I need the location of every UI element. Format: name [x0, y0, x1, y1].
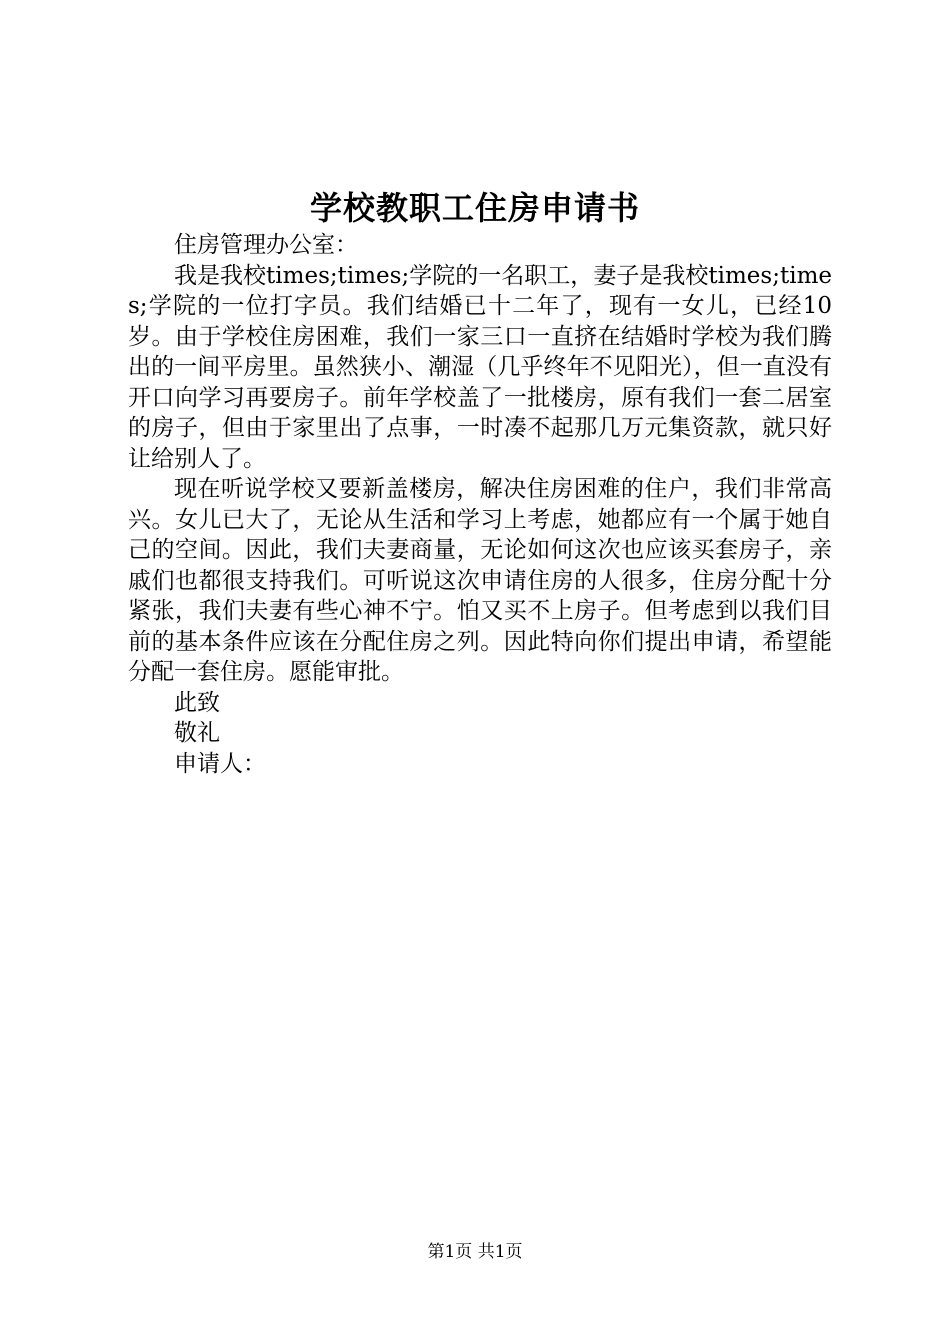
paragraph-2: 现在听说学校又要新盖楼房，解决住房困难的住户，我们非常高兴。女儿已大了，无论从生活和学习上考虑，她都应有一个属于她自己的空间。因此，我们夫妻商量，无论如何这次也应该买套房子，亲戚们也都很支持我们。可听说这次申请住房的人很多，住房分配十分紧张，我们夫妻有些心神不宁。怕又买不上房子。但考虑到以我们目前的基本条件应该在分配住房之列。因此特向你们提出申请，希望能分配一套住房。愿能审批。: [128, 476, 832, 685]
page-title: 学校教职工住房申请书: [309, 189, 640, 227]
letter-body: [128, 230, 832, 779]
closing-ci-zhi: 此致: [174, 689, 220, 716]
paragraph-1: 我是我校times;times;学院的一名职工，妻子是我校times;times;学院的一位打字员。我们结婚已十二年了，现有一女儿，已经10岁。由于学校住房困难，我们一家三口一直挤在结婚时学校为我们腾出的一间平房里。虽然狭小、潮湿（几乎终年不见阳光），但一直没有开口向学习再要房子。前年学校盖了一批楼房，原有我们一套二居室的房子，但由于家里出了点事，一时凑不起那几万元集资款，就只好让给别人了。: [128, 262, 832, 472]
signature-label: 申请人：: [174, 750, 266, 777]
salutation: 住房管理办公室：: [174, 232, 358, 258]
closing-jing-li: 敬礼: [174, 720, 220, 746]
page-footer: 第1页 共1页: [427, 1242, 523, 1262]
